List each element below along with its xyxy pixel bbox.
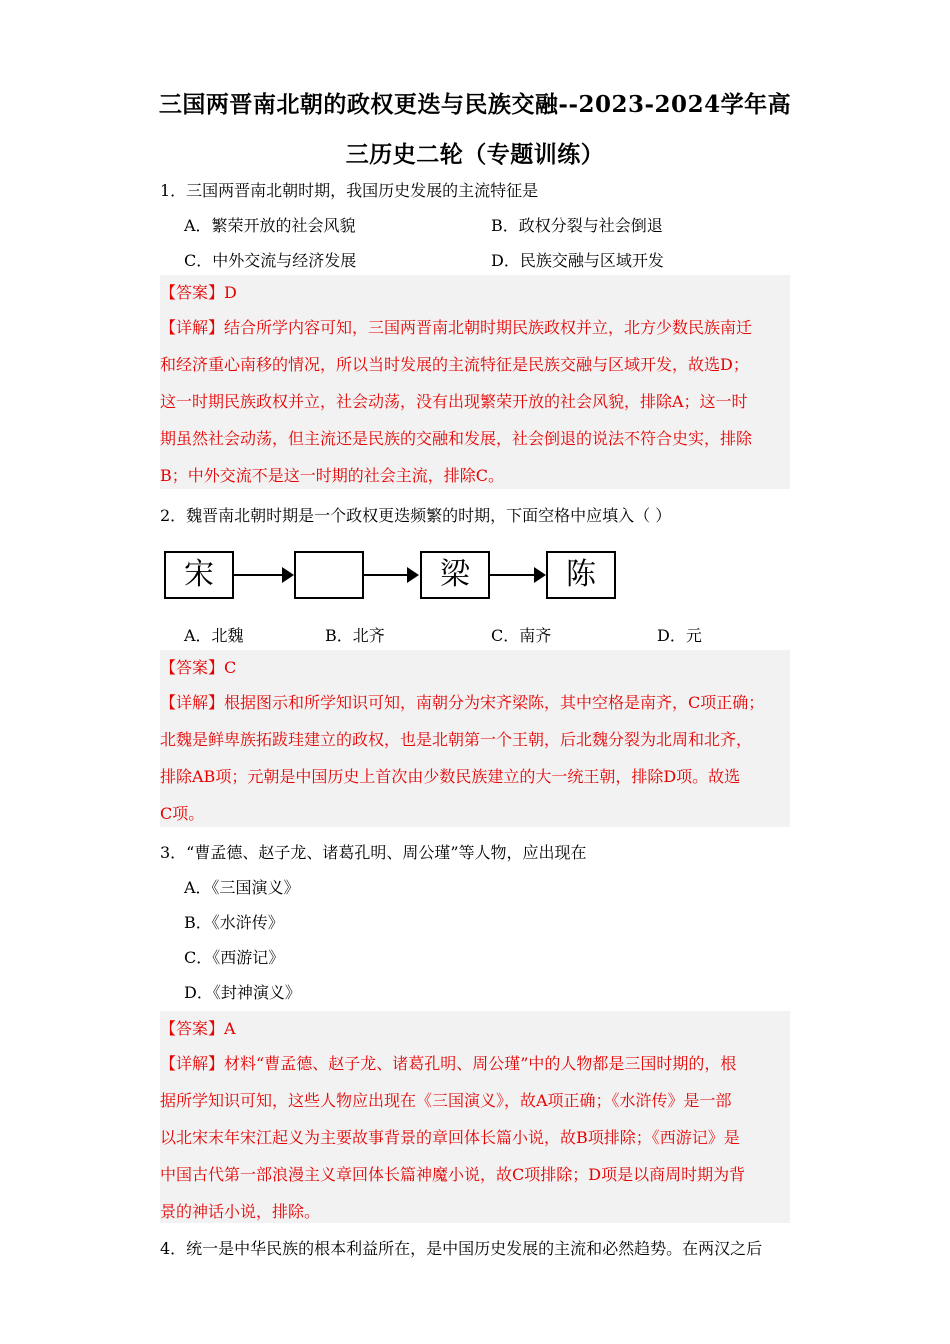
q3-answer-value: A: [224, 1019, 236, 1038]
q1-answer-tag: 【答案】: [160, 283, 225, 302]
q1-detail-line-1: [160, 310, 790, 346]
chain-box-blank: [294, 551, 364, 599]
q2-option-b: B．北齐: [325, 626, 385, 645]
q1-stem: 1．三国两晋南北朝时期，我国历史发展的主流特征是: [160, 181, 539, 200]
doc-title-line2: 三历史二轮（专题训练）: [345, 141, 605, 168]
q2-option-a: A．北魏: [184, 626, 244, 645]
q1-detail-line-5: B；中外交流不是这一时期的社会主流，排除C。: [160, 466, 505, 485]
q2-detail-line-1: [160, 685, 790, 721]
q3-option-a: A．《三国演义》: [184, 878, 300, 897]
q3-option-c: C．《西游记》: [184, 948, 285, 967]
q1-detail-line-2: 和经济重心南移的情况，所以当时发展的主流特征是民族交融与区域开发，故选D；: [160, 355, 749, 374]
chain-box-chen: 陈: [546, 551, 616, 599]
q2-detail-tag: 【详解】: [160, 693, 225, 712]
chain-arrowhead-2: [407, 567, 419, 583]
chain-box-liang: 梁: [420, 551, 490, 599]
q2-stem: 2．魏晋南北朝时期是一个政权更迭频繁的时期，下面空格中应填入（ ）: [160, 506, 672, 525]
q2-detail-line-4: C项。: [160, 804, 205, 823]
q3-detail-line-4: 中国古代第一部浪漫主义章回体长篇神魔小说，故C项排除；D项是以商周时期为背: [160, 1165, 746, 1184]
chain-arrowhead-3: [534, 567, 546, 583]
chain-arrowhead-1: [282, 567, 294, 583]
q1-option-d: D．民族交融与区域开发: [491, 251, 664, 270]
dynasty-chain-diagram: [164, 551, 624, 603]
q3-stem: 3．“曹孟德、赵子龙、诸葛孔明、周公瑾”等人物，应出现在: [160, 843, 587, 862]
q1-answer-block: [160, 275, 790, 489]
q3-detail-tag: 【详解】: [160, 1054, 225, 1073]
q2-answer-line: [160, 650, 790, 686]
doc-title-line1: 三国两晋南北朝的政权更迭与民族交融--2023-2024学年高: [158, 91, 792, 118]
q2-answer-block: [160, 650, 790, 827]
q4-stem: 4．统一是中华民族的根本利益所在，是中国历史发展的主流和必然趋势。在两汉之后: [160, 1239, 763, 1258]
q3-option-b: B．《水浒传》: [184, 913, 284, 932]
q3-answer-line: [160, 1011, 790, 1047]
q3-answer-tag: 【答案】: [160, 1019, 225, 1038]
q2-detail-line-3: 排除AB项；元朝是中国历史上首次由少数民族建立的大一统王朝，排除D项。故选: [160, 767, 741, 786]
q1-option-c: C．中外交流与经济发展: [184, 251, 357, 270]
q2-answer-tag: 【答案】: [160, 658, 225, 677]
q1-option-a: A．繁荣开放的社会风貌: [184, 216, 356, 235]
q3-detail-line-5: 景的神话小说，排除。: [160, 1202, 321, 1221]
q1-detail-tag: 【详解】: [160, 318, 225, 337]
q2-option-d: D．元: [657, 626, 702, 645]
q3-answer-block: [160, 1011, 790, 1223]
q2-detail-line-2: 北魏是鲜卑族拓跋珪建立的政权，也是北朝第一个王朝，后北魏分裂为北周和北齐，: [160, 730, 753, 749]
q1-detail-line-3: 这一时期民族政权并立，社会动荡，没有出现繁荣开放的社会风貌，排除A；这一时: [160, 392, 748, 411]
q3-detail-line-2: 据所学知识可知，这些人物应出现在《三国演义》，故A项正确；《水浒传》是一部: [160, 1091, 732, 1110]
chain-arrow-1: [234, 574, 284, 576]
q3-detail-text-1: 材料“曹孟德、赵子龙、诸葛孔明、周公瑾”中的人物都是三国时期的，根: [224, 1054, 737, 1073]
q1-option-b: B．政权分裂与社会倒退: [491, 216, 663, 235]
q2-detail-text-1: 根据图示和所学知识可知，南朝分为宋齐梁陈，其中空格是南齐，C项正确；: [224, 693, 765, 712]
chain-arrow-3: [490, 574, 540, 576]
q2-option-c: C．南齐: [491, 626, 552, 645]
q2-answer-value: C: [224, 658, 237, 677]
q1-answer-value: D: [224, 283, 237, 302]
q3-detail-line-1: [160, 1046, 790, 1082]
q1-answer-line: [160, 275, 790, 311]
q3-option-d: D．《封神演义》: [184, 983, 301, 1002]
chain-box-song: 宋: [164, 551, 234, 599]
q3-detail-line-3: 以北宋末年宋江起义为主要故事背景的章回体长篇小说，故B项排除；《西游记》是: [160, 1128, 740, 1147]
q1-detail-line-4: 期虽然社会动荡，但主流还是民族的交融和发展，社会倒退的说法不符合史实，排除: [160, 429, 753, 448]
q1-detail-text-1: 结合所学内容可知，三国两晋南北朝时期民族政权并立，北方少数民族南迁: [224, 318, 753, 337]
